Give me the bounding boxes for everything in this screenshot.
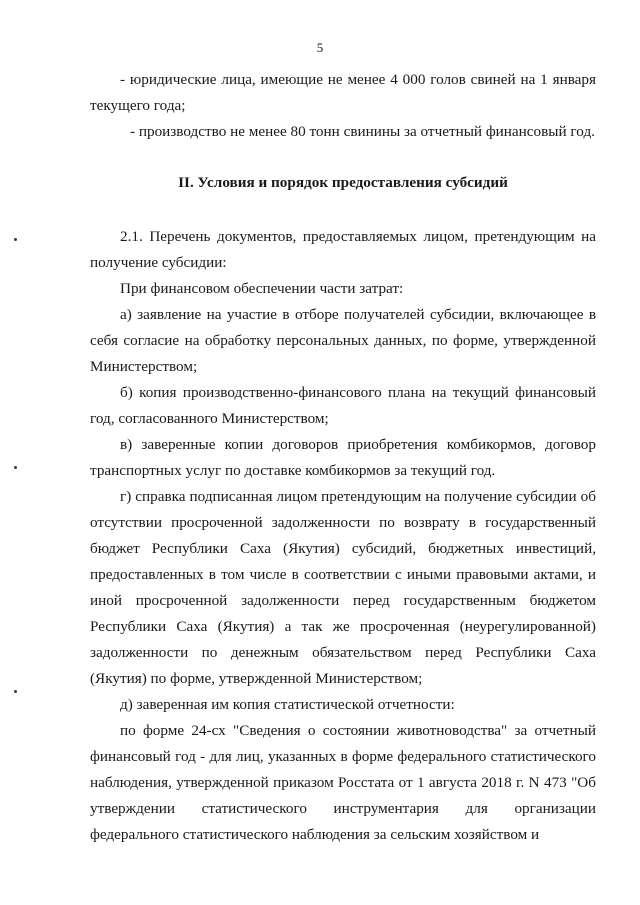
paragraph-2-1: 2.1. Перечень документов, предоставляемых лицом, претендующим на получение субсидии: — [90, 228, 596, 271]
margin-mark — [14, 690, 17, 693]
section-heading: II. Условия и порядок предоставления субсидий — [178, 174, 508, 191]
margin-mark — [14, 238, 17, 241]
item-a: а) заявление на участие в отборе получателей субсидии, включающее в себя согласие на обработку персональных данных, по форме, утвержденной Министерством; — [90, 306, 596, 375]
item-g: г) справка подписанная лицом претендующим на получение субсидии об отсутствии просроченной задолженности по возврату в государственный бюджет Республики Саха (Якутия) субсидий, бюджетных инвестиций, предоставленных в том числе в соответствии с иными правовыми актами, и иной просроченной задолженности перед государственным бюджетом Республики Саха (Якутия) а так же просроченная (неурегулированной) задолженности по денежным обязательством перед Республики Саха (Якутия) по форме, утвержденной Министерством; — [90, 488, 596, 687]
list-item-1: - юридические лица, имеющие не менее 4 000 голов свиней на 1 января текущего года; — [90, 71, 596, 114]
paragraph-form-24: по форме 24-сх "Сведения о состоянии животноводства" за отчетный финансовый год - для лиц, указанных в форме федерального статистического наблюдения, утвержденной приказом Росстата от 1 августа 2018 г. N 473 "Об утверждении статистического инструментария для организации федерального статистического наблюдения за сельским хозяйством и — [90, 722, 596, 843]
item-d: д) заверенная им копия статистической отчетности: — [120, 696, 455, 713]
page-number: 5 — [316, 40, 324, 55]
paragraph-financing: При финансовом обеспечении части затрат: — [120, 280, 404, 297]
item-v: в) заверенные копии договоров приобретения комбикормов, договор транспортных услуг по доставке комбикормов за текущий год. — [90, 436, 596, 479]
item-b: б) копия производственно-финансового плана на текущий финансовый год, согласованного Министерством; — [90, 384, 596, 427]
document-body — [90, 67, 596, 848]
list-item-2: - производство не менее 80 тонн свинины за отчетный финансовый год. — [130, 123, 595, 140]
margin-mark — [14, 466, 17, 469]
